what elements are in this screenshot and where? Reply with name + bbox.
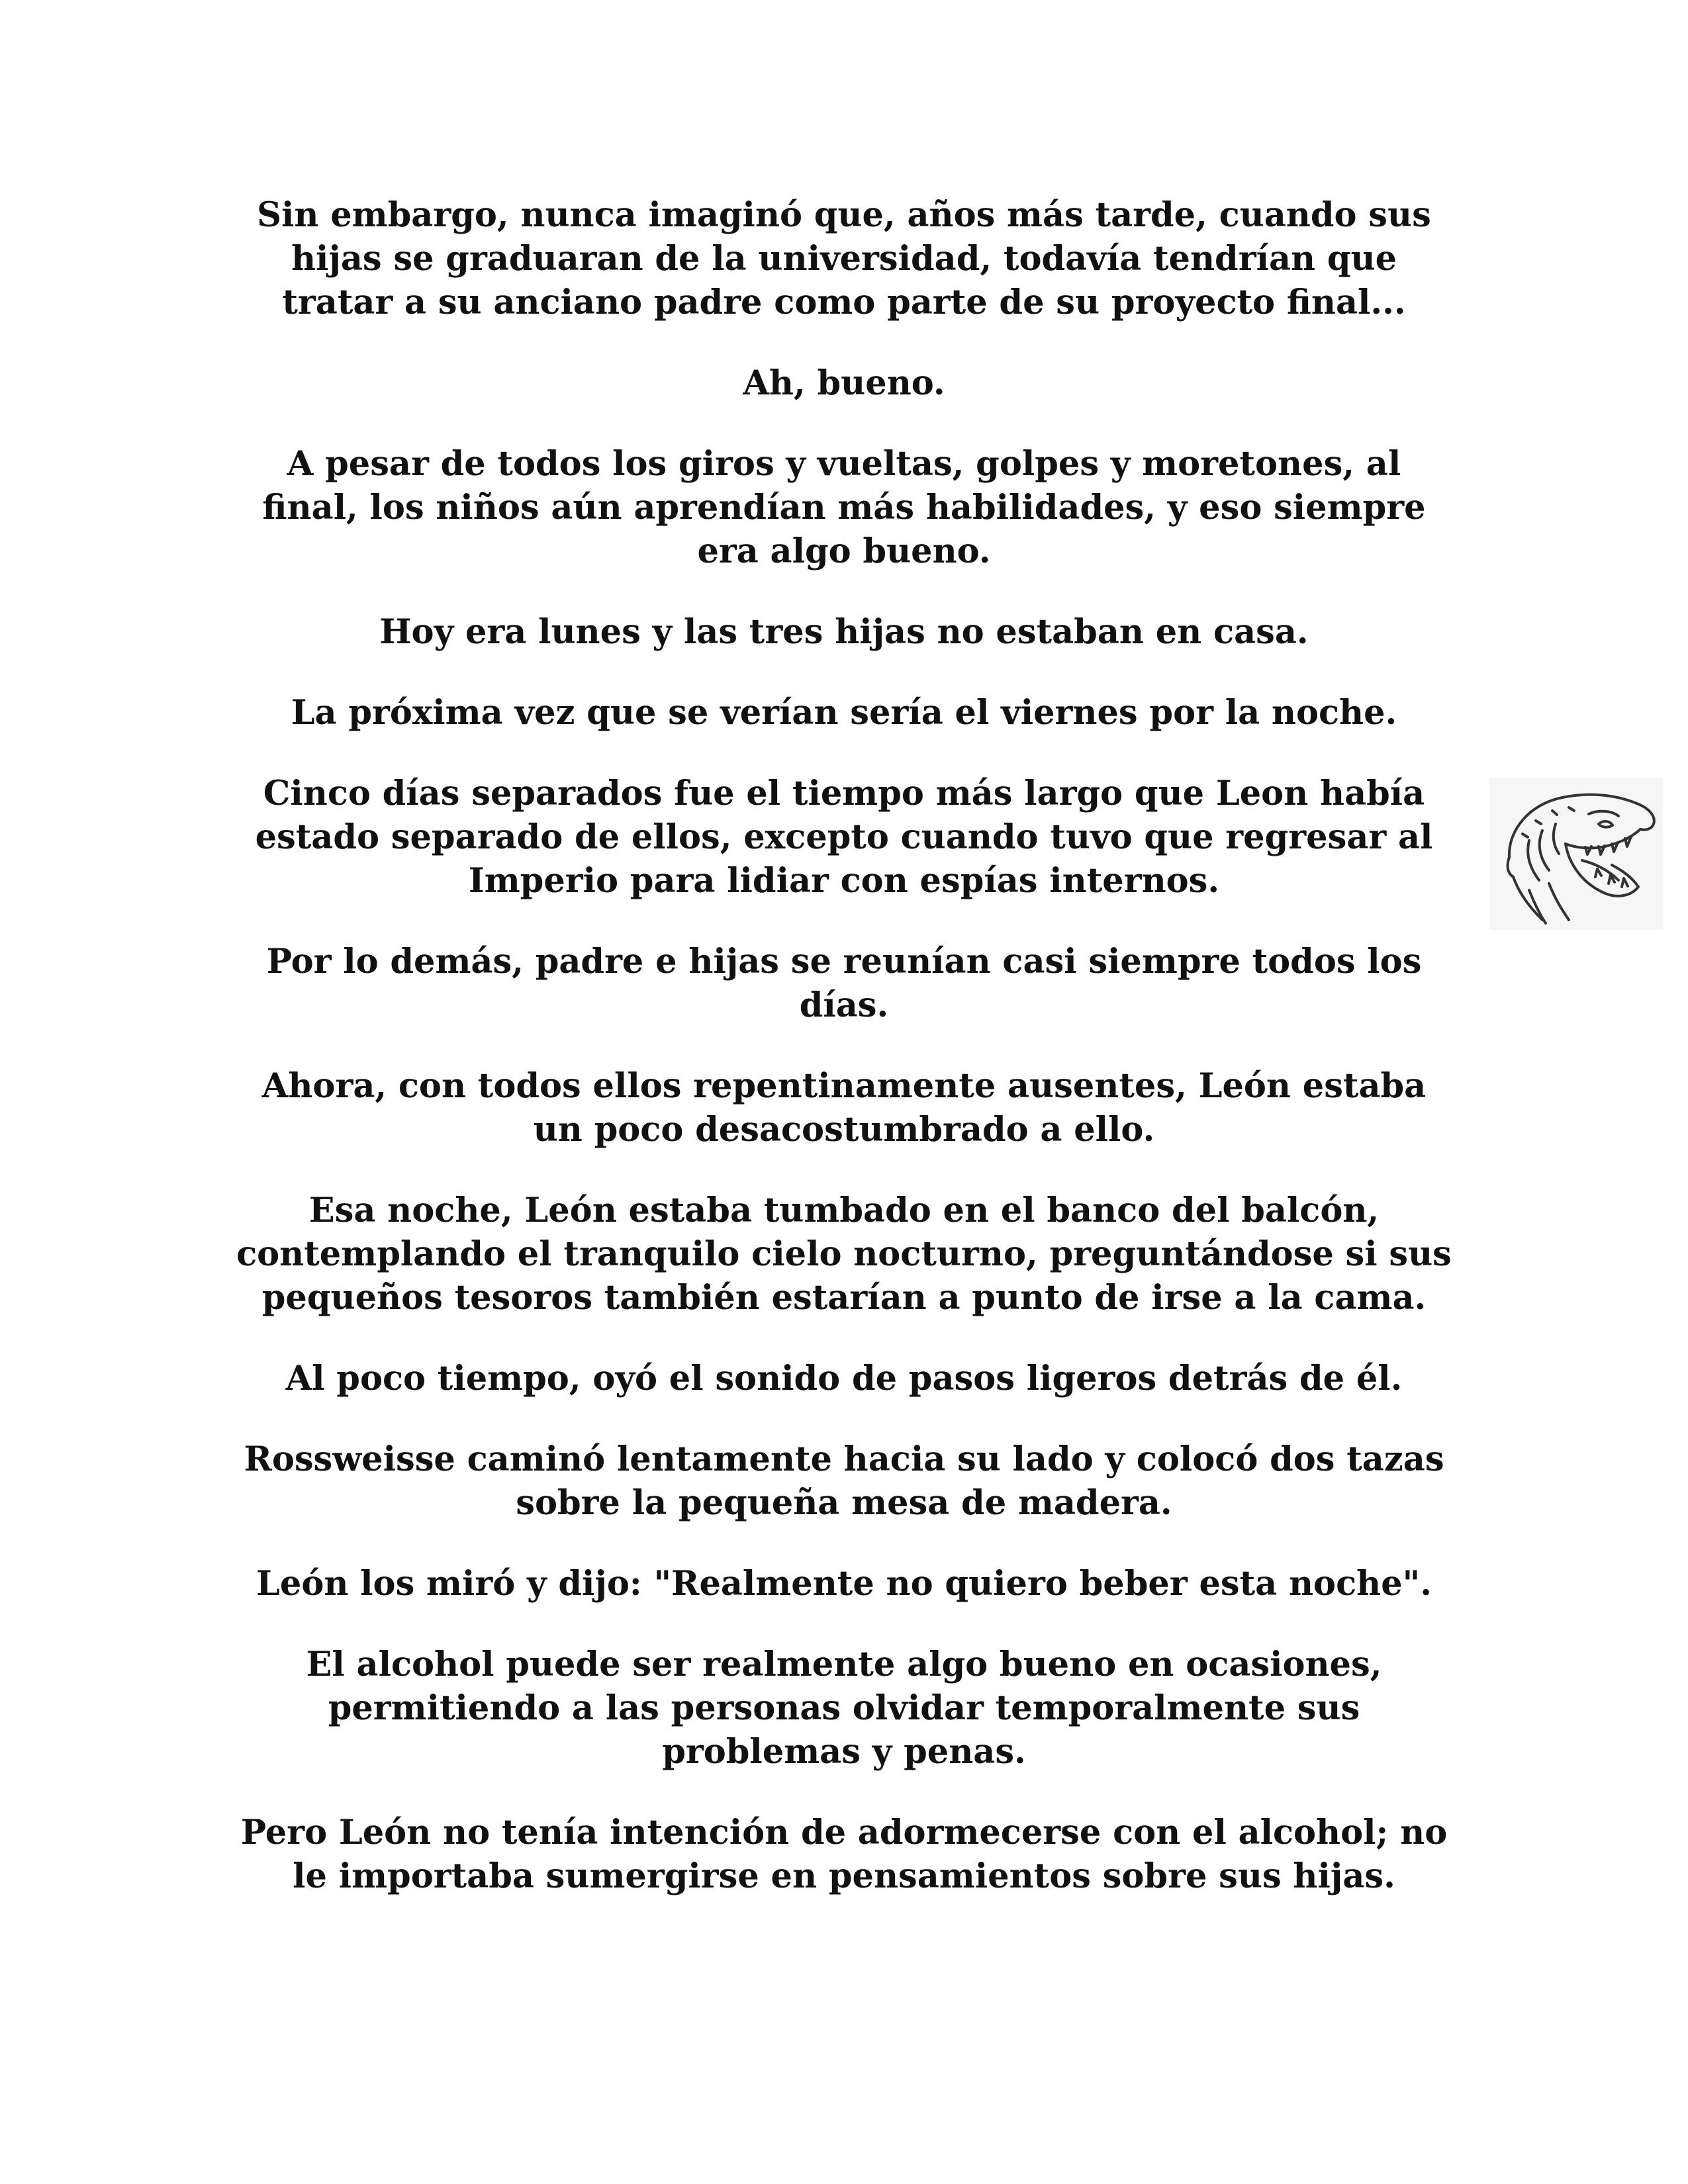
paragraph: Sin embargo, nunca imaginó que, años más tarde, cuando sus hijas se graduaran de la universidad, todavía tendrían que tratar a su anciano padre como parte de su proyecto final... [257, 195, 1431, 322]
paragraph: Ahora, con todos ellos repentinamente ausentes, León estaba un poco desacostumbrado a ello. [261, 1066, 1427, 1150]
body-text [235, 193, 1453, 1935]
paragraph: Cinco días separados fue el tiempo más largo que Leon había estado separado de ellos, excepto cuando tuvo que regresar al Imperio para lidiar con espías internos. [255, 774, 1433, 901]
paragraph: Pero León no tenía intención de adormecerse con el alcohol; no le importaba sumergirse en pensamientos sobre sus hijas. [240, 1813, 1448, 1896]
paragraph: Ah, bueno. [743, 363, 945, 403]
paragraph: La próxima vez que se verían sería el viernes por la noche. [291, 693, 1397, 733]
dinosaur-head-icon [1489, 778, 1663, 930]
paragraph: Por lo demás, padre e hijas se reunían casi siempre todos los días. [266, 942, 1422, 1025]
paragraph: Hoy era lunes y las tres hijas no estaban en casa. [379, 612, 1309, 652]
paragraph: León los miró y dijo: "Realmente no quiero beber esta noche". [256, 1564, 1432, 1604]
paragraph: El alcohol puede ser realmente algo bueno en ocasiones, permitiendo a las personas olvidar temporalmente sus problemas y penas. [306, 1645, 1382, 1772]
paragraph: Esa noche, León estaba tumbado en el banco del balcón, contemplando el tranquilo cielo nocturno, preguntándose si sus pequeños tesoros también estarían a punto de irse a la cama. [236, 1191, 1452, 1318]
paragraph: Rossweisse caminó lentamente hacia su lado y colocó dos tazas sobre la pequeña mesa de madera. [244, 1439, 1444, 1523]
paragraph: Al poco tiempo, oyó el sonido de pasos ligeros detrás de él. [285, 1359, 1403, 1398]
paragraph: A pesar de todos los giros y vueltas, golpes y moretones, al final, los niños aún aprendían más habilidades, y eso siempre era algo bueno. [262, 444, 1426, 571]
